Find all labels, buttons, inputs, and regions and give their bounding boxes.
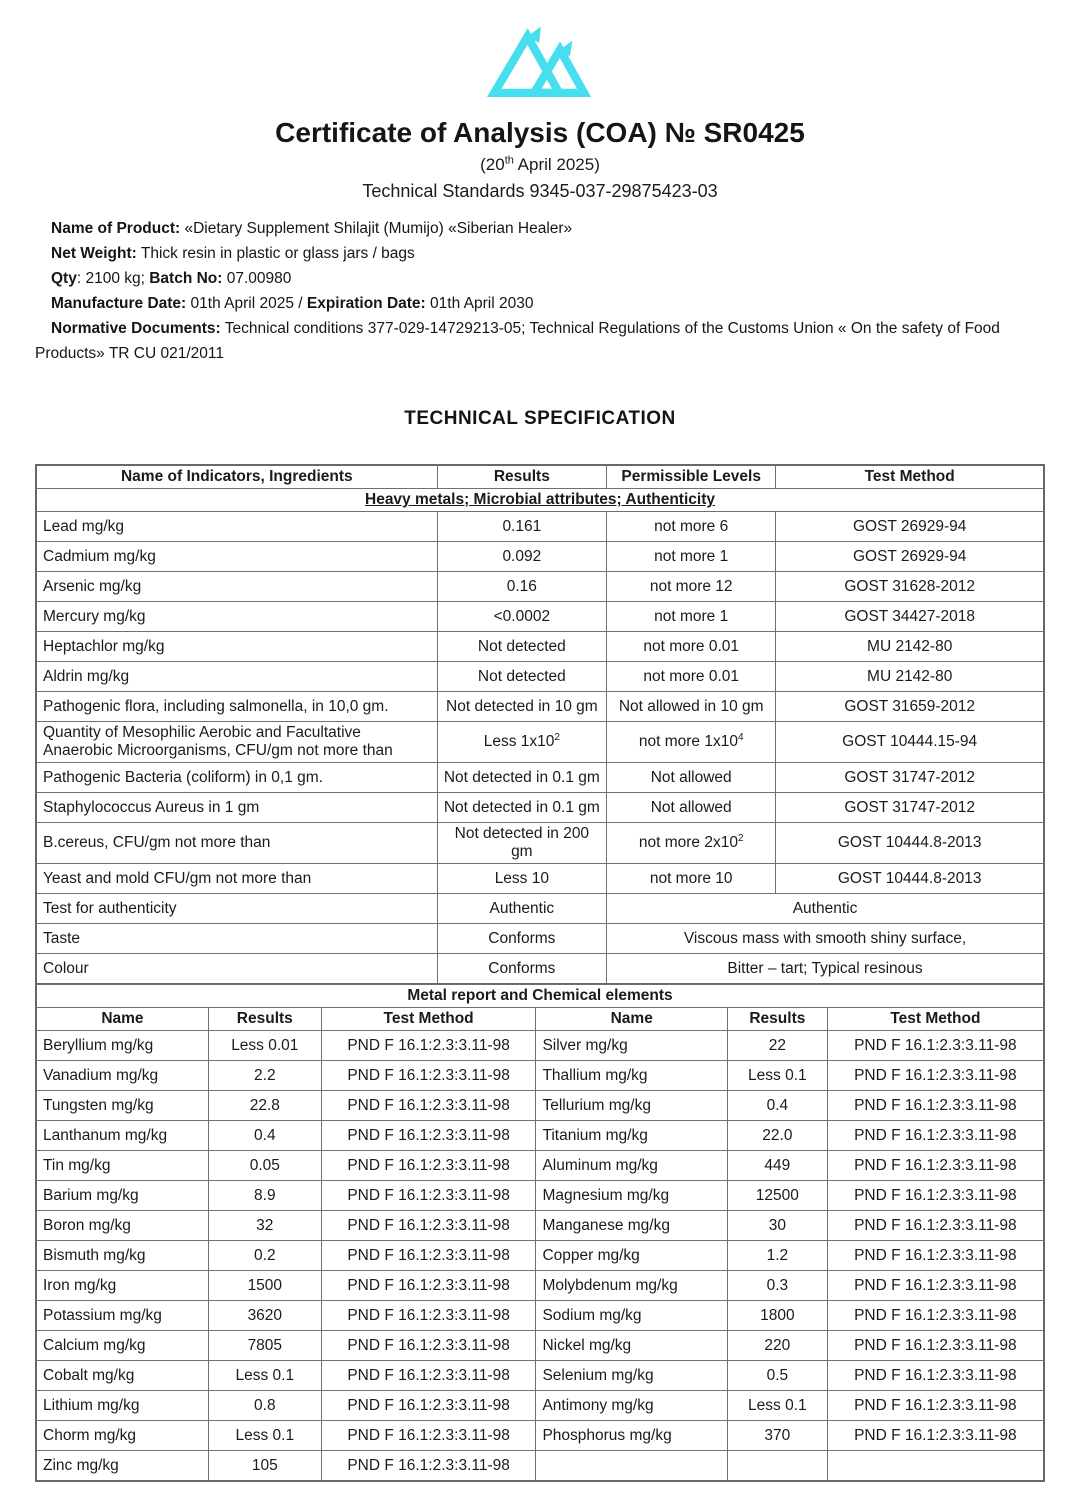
spec-cell-permissible: not more 10 xyxy=(607,864,776,894)
spec-row xyxy=(36,763,1044,793)
metals-row xyxy=(36,1421,1044,1451)
metal-cell-method: PND F 16.1:2.3:3.11-98 xyxy=(827,1091,1044,1121)
spec-cell-method: GOST 26929-94 xyxy=(776,512,1044,542)
spec-cell-permissible: Not allowed xyxy=(607,793,776,823)
spec-cell-name: Heptachlor mg/kg xyxy=(36,632,437,662)
spec-cell-permissible: not more 0.01 xyxy=(607,662,776,692)
metal-cell-method: PND F 16.1:2.3:3.11-98 xyxy=(827,1271,1044,1301)
spec-cell-name: Cadmium mg/kg xyxy=(36,542,437,572)
metal-cell-method: PND F 16.1:2.3:3.11-98 xyxy=(827,1361,1044,1391)
spec-col-results: Results xyxy=(437,465,606,489)
metal-cell-method: PND F 16.1:2.3:3.11-98 xyxy=(827,1121,1044,1151)
spec-cell-name: Mercury mg/kg xyxy=(36,602,437,632)
metal-cell-name: Beryllium mg/kg xyxy=(36,1031,208,1061)
metal-cell-method: PND F 16.1:2.3:3.11-98 xyxy=(321,1061,536,1091)
spec-cell-result: Not detected in 0.1 gm xyxy=(437,793,606,823)
metal-cell-name: Tungsten mg/kg xyxy=(36,1091,208,1121)
spec-cell-name: Quantity of Mesophilic Aerobic and Facultative Anaerobic Microorganisms, CFU/gm not more than xyxy=(36,722,437,763)
spec-cell-result: Authentic xyxy=(437,894,606,924)
metals-row xyxy=(36,1451,1044,1482)
spec-cell-name: Aldrin mg/kg xyxy=(36,662,437,692)
metal-cell-result: 22.8 xyxy=(208,1091,321,1121)
metals-row xyxy=(36,1151,1044,1181)
mountain-arrows-logo xyxy=(486,26,594,100)
metal-cell-name: Tin mg/kg xyxy=(36,1151,208,1181)
spec-cell-permissible: not more 0.01 xyxy=(607,632,776,662)
metal-cell-name: Antimony mg/kg xyxy=(536,1391,728,1421)
metal-cell-method: PND F 16.1:2.3:3.11-98 xyxy=(827,1391,1044,1421)
spec-cell-permissible: not more 1 xyxy=(607,542,776,572)
metal-cell-result: 3620 xyxy=(208,1301,321,1331)
technical-standards-line: Technical Standards 9345-037-29875423-03 xyxy=(362,181,718,201)
spec-cell-permissible: not more $1x10^4$ xyxy=(607,722,776,763)
metal-cell-name: Molybdenum mg/kg xyxy=(536,1271,728,1301)
spec-row xyxy=(36,632,1044,662)
metal-cell-method: PND F 16.1:2.3:3.11-98 xyxy=(321,1211,536,1241)
spec-cell-method: GOST 34427-2018 xyxy=(776,602,1044,632)
metals-row xyxy=(36,1181,1044,1211)
metal-cell-method: PND F 16.1:2.3:3.11-98 xyxy=(827,1241,1044,1271)
metal-cell-method: PND F 16.1:2.3:3.11-98 xyxy=(827,1151,1044,1181)
page-title: Certificate of Analysis (COA) № SR0425 xyxy=(275,117,805,148)
metal-cell-name: Selenium mg/kg xyxy=(536,1361,728,1391)
metal-cell-method: PND F 16.1:2.3:3.11-98 xyxy=(827,1211,1044,1241)
spec-table xyxy=(35,464,1045,985)
spec-cell-method: GOST 31628-2012 xyxy=(776,572,1044,602)
metal-cell-name: Potassium mg/kg xyxy=(36,1301,208,1331)
spec-row xyxy=(36,662,1044,692)
metals-col-name-right: Name xyxy=(536,1008,728,1031)
spec-col-method: Test Method xyxy=(776,465,1044,489)
spec-cell-name: Taste xyxy=(36,924,437,954)
metal-cell-name: Copper mg/kg xyxy=(536,1241,728,1271)
spec-col-permissible: Permissible Levels xyxy=(607,465,776,489)
metal-cell-result: 1500 xyxy=(208,1271,321,1301)
metals-col-method-left: Test Method xyxy=(321,1008,536,1031)
metals-row xyxy=(36,1331,1044,1361)
metal-cell-name: Iron mg/kg xyxy=(36,1271,208,1301)
spec-row xyxy=(36,572,1044,602)
metal-cell-method: PND F 16.1:2.3:3.11-98 xyxy=(827,1031,1044,1061)
metal-cell-result: 8.9 xyxy=(208,1181,321,1211)
metal-cell-name: Phosphorus mg/kg xyxy=(536,1421,728,1451)
metal-cell-result: 370 xyxy=(727,1421,827,1451)
metal-cell-result: Less 0.1 xyxy=(727,1061,827,1091)
spec-cell-method: GOST 10444.8-2013 xyxy=(776,864,1044,894)
spec-cell-result: 0.16 xyxy=(437,572,606,602)
spec-cell-result: 0.161 xyxy=(437,512,606,542)
spec-cell-method: MU 2142-80 xyxy=(776,632,1044,662)
spec-row xyxy=(36,602,1044,632)
spec-cell-name: Arsenic mg/kg xyxy=(36,572,437,602)
metals-row xyxy=(36,1091,1044,1121)
metal-cell-result: 12500 xyxy=(727,1181,827,1211)
metal-cell-method: PND F 16.1:2.3:3.11-98 xyxy=(321,1271,536,1301)
spec-cell-name: Pathogenic flora, including salmonella, in 10,0 gm. xyxy=(36,692,437,722)
spec-cell-result: Conforms xyxy=(437,954,606,985)
metal-cell-name: Sodium mg/kg xyxy=(536,1301,728,1331)
metals-row xyxy=(36,1061,1044,1091)
metals-row xyxy=(36,1271,1044,1301)
spec-cell-merged: Authentic xyxy=(607,894,1044,924)
spec-cell-method: GOST 31747-2012 xyxy=(776,763,1044,793)
metal-cell-result: 1800 xyxy=(727,1301,827,1331)
metals-col-name-left: Name xyxy=(36,1008,208,1031)
spec-row xyxy=(36,894,1044,924)
metal-cell-method: PND F 16.1:2.3:3.11-98 xyxy=(321,1391,536,1421)
spec-cell-merged: Viscous mass with smooth shiny surface, xyxy=(607,924,1044,954)
metal-cell-result: 30 xyxy=(727,1211,827,1241)
metals-row xyxy=(36,1031,1044,1061)
spec-cell-merged: Bitter – tart; Typical resinous xyxy=(607,954,1044,985)
spec-cell-result: <0.0002 xyxy=(437,602,606,632)
logo-container xyxy=(35,26,1045,105)
metal-cell-method: PND F 16.1:2.3:3.11-98 xyxy=(827,1331,1044,1361)
metal-cell-method: PND F 16.1:2.3:3.11-98 xyxy=(321,1451,536,1482)
metal-cell-result: 2.2 xyxy=(208,1061,321,1091)
spec-cell-name: Test for authenticity xyxy=(36,894,437,924)
metal-cell-method: PND F 16.1:2.3:3.11-98 xyxy=(321,1331,536,1361)
metals-row xyxy=(36,1211,1044,1241)
metal-cell-method: PND F 16.1:2.3:3.11-98 xyxy=(827,1061,1044,1091)
metal-cell-name: Magnesium mg/kg xyxy=(536,1181,728,1211)
metal-cell-name: Silver mg/kg xyxy=(536,1031,728,1061)
spec-row xyxy=(36,512,1044,542)
metal-cell-result: Less 0.01 xyxy=(208,1031,321,1061)
metals-col-method-right: Test Method xyxy=(827,1008,1044,1031)
metal-cell-name: Barium mg/kg xyxy=(36,1181,208,1211)
metal-cell-name xyxy=(536,1451,728,1482)
metal-cell-name: Tellurium mg/kg xyxy=(536,1091,728,1121)
info-line: Net Weight: Thick resin in plastic or glass jars / bags xyxy=(51,245,415,262)
spec-cell-method: GOST 26929-94 xyxy=(776,542,1044,572)
metals-row xyxy=(36,1391,1044,1421)
metal-cell-result: 0.4 xyxy=(727,1091,827,1121)
spec-cell-permissible: not more 6 xyxy=(607,512,776,542)
metal-cell-result: 32 xyxy=(208,1211,321,1241)
metal-cell-result: Less 0.1 xyxy=(208,1361,321,1391)
spec-cell-name: Colour xyxy=(36,954,437,985)
spec-cell-permissible: Not allowed xyxy=(607,763,776,793)
metals-header-row xyxy=(36,1008,1044,1031)
doc-date: (20th April 2025) xyxy=(480,154,600,174)
metal-cell-result: 22 xyxy=(727,1031,827,1061)
spec-cell-method: MU 2142-80 xyxy=(776,662,1044,692)
spec-cell-method: GOST 10444.15-94 xyxy=(776,722,1044,763)
spec-cell-name: Yeast and mold CFU/gm not more than xyxy=(36,864,437,894)
metal-cell-result: 0.05 xyxy=(208,1151,321,1181)
spec-row xyxy=(36,692,1044,722)
spec-row xyxy=(36,954,1044,985)
metals-col-results-right: Results xyxy=(727,1008,827,1031)
metal-cell-result: 0.2 xyxy=(208,1241,321,1271)
metal-cell-method: PND F 16.1:2.3:3.11-98 xyxy=(321,1361,536,1391)
spec-cell-result: Less $1x10^2$ xyxy=(437,722,606,763)
spec-section-row xyxy=(36,489,1044,512)
metal-cell-result: 7805 xyxy=(208,1331,321,1361)
metal-cell-name: Thallium mg/kg xyxy=(536,1061,728,1091)
spec-cell-method: GOST 10444.8-2013 xyxy=(776,823,1044,864)
metal-cell-result: 0.5 xyxy=(727,1361,827,1391)
metal-cell-method: PND F 16.1:2.3:3.11-98 xyxy=(321,1091,536,1121)
info-line: Normative Documents: Technical conditions 377-029-14729213-05; Technical Regulations of the Customs Union « On the safety of Food Products» TR CU 021/2011 xyxy=(35,320,1000,362)
spec-row xyxy=(36,542,1044,572)
spec-row xyxy=(36,793,1044,823)
metal-cell-name: Cobalt mg/kg xyxy=(36,1361,208,1391)
spec-cell-result: 0.092 xyxy=(437,542,606,572)
metal-cell-result: 220 xyxy=(727,1331,827,1361)
metal-cell-method: PND F 16.1:2.3:3.11-98 xyxy=(827,1421,1044,1451)
metal-cell-name: Lithium mg/kg xyxy=(36,1391,208,1421)
metals-table xyxy=(35,984,1045,1482)
metal-cell-result: 0.3 xyxy=(727,1271,827,1301)
metal-cell-name: Lanthanum mg/kg xyxy=(36,1121,208,1151)
product-info-block xyxy=(35,216,1045,366)
metals-col-results-left: Results xyxy=(208,1008,321,1031)
spec-cell-name: Staphylococcus Aureus in 1 gm xyxy=(36,793,437,823)
metal-cell-result: 449 xyxy=(727,1151,827,1181)
info-line: Qty: 2100 kg; Batch No: 07.00980 xyxy=(51,270,292,287)
spec-section-label: Heavy metals; Microbial attributes; Authenticity xyxy=(365,491,715,508)
spec-cell-method: GOST 31747-2012 xyxy=(776,793,1044,823)
spec-table-body xyxy=(36,512,1044,985)
spec-cell-result: Not detected xyxy=(437,662,606,692)
metals-section-label: Metal report and Chemical elements xyxy=(36,985,1044,1008)
info-line: Manufacture Date: 01th April 2025 / Expiration Date: 01th April 2030 xyxy=(51,295,534,312)
spec-cell-result: Conforms xyxy=(437,924,606,954)
metal-cell-result: 1.2 xyxy=(727,1241,827,1271)
metal-cell-name: Calcium mg/kg xyxy=(36,1331,208,1361)
metals-row xyxy=(36,1361,1044,1391)
metal-cell-method: PND F 16.1:2.3:3.11-98 xyxy=(321,1301,536,1331)
metal-cell-method xyxy=(827,1451,1044,1482)
spec-cell-result: Not detected in 0.1 gm xyxy=(437,763,606,793)
metal-cell-method: PND F 16.1:2.3:3.11-98 xyxy=(827,1301,1044,1331)
spec-row xyxy=(36,924,1044,954)
spec-cell-name: Pathogenic Bacteria (coliform) in 0,1 gm. xyxy=(36,763,437,793)
metal-cell-name: Nickel mg/kg xyxy=(536,1331,728,1361)
spec-row xyxy=(36,864,1044,894)
metal-cell-name: Zinc mg/kg xyxy=(36,1451,208,1482)
metal-cell-result xyxy=(727,1451,827,1482)
spec-cell-permissible: Not allowed in 10 gm xyxy=(607,692,776,722)
spec-cell-name: Lead mg/kg xyxy=(36,512,437,542)
metal-cell-result: 0.8 xyxy=(208,1391,321,1421)
spec-cell-result: Not detected in 200 gm xyxy=(437,823,606,864)
metals-row xyxy=(36,1241,1044,1271)
spec-header-row xyxy=(36,465,1044,489)
spec-cell-permissible: not more $2x10^2$ xyxy=(607,823,776,864)
metals-row xyxy=(36,1121,1044,1151)
metal-cell-result: 0.4 xyxy=(208,1121,321,1151)
metal-cell-method: PND F 16.1:2.3:3.11-98 xyxy=(321,1121,536,1151)
metal-cell-name: Titanium mg/kg xyxy=(536,1121,728,1151)
metal-cell-method: PND F 16.1:2.3:3.11-98 xyxy=(321,1241,536,1271)
metal-cell-result: Less 0.1 xyxy=(208,1421,321,1451)
metal-cell-name: Boron mg/kg xyxy=(36,1211,208,1241)
metal-cell-name: Chorm mg/kg xyxy=(36,1421,208,1451)
metal-cell-name: Manganese mg/kg xyxy=(536,1211,728,1241)
metal-cell-name: Vanadium mg/kg xyxy=(36,1061,208,1091)
spec-col-name: Name of Indicators, Ingredients xyxy=(36,465,437,489)
metal-cell-result: 22.0 xyxy=(727,1121,827,1151)
spec-cell-permissible: not more 1 xyxy=(607,602,776,632)
spec-cell-result: Not detected xyxy=(437,632,606,662)
metal-cell-name: Bismuth mg/kg xyxy=(36,1241,208,1271)
technical-specification-heading: TECHNICAL SPECIFICATION xyxy=(404,408,676,429)
metal-cell-method: PND F 16.1:2.3:3.11-98 xyxy=(321,1151,536,1181)
metal-cell-method: PND F 16.1:2.3:3.11-98 xyxy=(321,1421,536,1451)
spec-cell-result: Not detected in 10 gm xyxy=(437,692,606,722)
spec-row xyxy=(36,722,1044,763)
info-line: Name of Product: «Dietary Supplement Shilajit (Mumijo) «Siberian Healer» xyxy=(51,220,573,237)
metals-row xyxy=(36,1301,1044,1331)
spec-cell-method: GOST 31659-2012 xyxy=(776,692,1044,722)
metal-cell-method: PND F 16.1:2.3:3.11-98 xyxy=(321,1031,536,1061)
spec-cell-result: Less 10 xyxy=(437,864,606,894)
metal-cell-method: PND F 16.1:2.3:3.11-98 xyxy=(827,1181,1044,1211)
metal-cell-method: PND F 16.1:2.3:3.11-98 xyxy=(321,1181,536,1211)
metal-cell-result: Less 0.1 xyxy=(727,1391,827,1421)
metals-table-body xyxy=(36,1031,1044,1482)
metal-cell-result: 105 xyxy=(208,1451,321,1482)
metal-cell-name: Aluminum mg/kg xyxy=(536,1151,728,1181)
spec-row xyxy=(36,823,1044,864)
spec-cell-name: B.cereus, CFU/gm not more than xyxy=(36,823,437,864)
metals-section-row xyxy=(36,985,1044,1008)
spec-cell-permissible: not more 12 xyxy=(607,572,776,602)
